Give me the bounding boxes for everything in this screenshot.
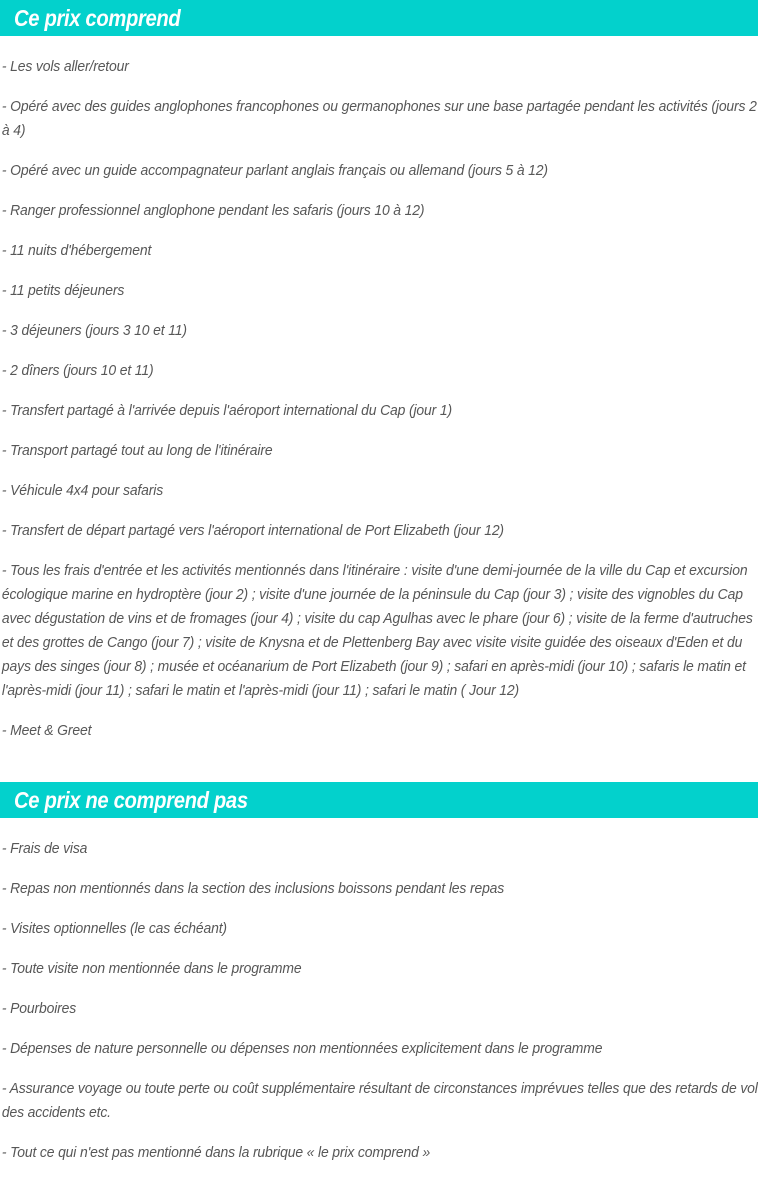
- spacer: [0, 383, 758, 399]
- list-item: - 3 déjeuners (jours 3 10 et 11): [1, 323, 187, 339]
- list-item: - Ranger professionnel anglophone pendant les safaris (jours 10 à 12): [1, 203, 425, 219]
- spacer: [0, 36, 758, 55]
- list-item: - Pourboires: [1, 1001, 77, 1017]
- spacer: [0, 1061, 758, 1077]
- spacer: [0, 703, 758, 719]
- section-header-not-included: [0, 782, 758, 818]
- spacer: [0, 263, 758, 279]
- list-item: - Transfert de départ partagé vers l'aéroport international de Port Elizabeth (jour 12): [1, 523, 504, 539]
- list-item: - Visites optionnelles (le cas échéant): [1, 921, 227, 937]
- spacer: [0, 1165, 758, 1177]
- list-item: - Dépenses de nature personnelle ou dépenses non mentionnées explicitement dans le programme: [1, 1041, 603, 1057]
- spacer: [0, 423, 758, 439]
- list-item: - Assurance voyage ou toute perte ou coût supplémentaire résultant de circonstances imprévues telles que des retards de vol des accidents etc.: [1, 1081, 758, 1121]
- list-item: - Opéré avec un guide accompagnateur parlant anglais français ou allemand (jours 5 à 12): [1, 163, 548, 179]
- spacer: [0, 79, 758, 95]
- list-item: - Les vols aller/retour: [1, 59, 129, 75]
- included-items-list: [0, 55, 758, 743]
- list-item: - Repas non mentionnés dans la section des inclusions boissons pendant les repas: [1, 881, 505, 897]
- list-item: - Tout ce qui n'est pas mentionné dans la rubrique « le prix comprend »: [1, 1145, 431, 1161]
- section-title-not-included: Ce prix ne comprend pas: [14, 786, 248, 813]
- spacer: [0, 1125, 758, 1141]
- not-included-items-list: [0, 837, 758, 1165]
- list-item: - Frais de visa: [1, 841, 88, 857]
- list-item: - Opéré avec des guides anglophones francophones ou germanophones sur une base partagée pendant les activités (jours 2 à 4): [1, 99, 757, 139]
- section-title-included: Ce prix comprend: [14, 4, 181, 31]
- list-item: - 2 dîners (jours 10 et 11): [1, 363, 154, 379]
- spacer: [0, 463, 758, 479]
- spacer: [0, 343, 758, 359]
- spacer: [0, 303, 758, 319]
- spacer: [0, 818, 758, 837]
- spacer: [0, 143, 758, 159]
- list-item: - 11 petits déjeuners: [1, 283, 125, 299]
- spacer: [0, 223, 758, 239]
- spacer: [0, 743, 758, 782]
- list-item: - Transfert partagé à l'arrivée depuis l'aéroport international du Cap (jour 1): [1, 403, 452, 419]
- spacer: [0, 981, 758, 997]
- list-item: - Véhicule 4x4 pour safaris: [1, 483, 164, 499]
- spacer: [0, 901, 758, 917]
- spacer: [0, 543, 758, 559]
- list-item: - 11 nuits d'hébergement: [1, 243, 152, 259]
- list-item: - Tous les frais d'entrée et les activités mentionnés dans l'itinéraire : visite d'une demi-journée de la ville du Cap et excursion écologique marine en hydroptère (jour 2) ; visite d'une journée de la péninsule du Cap (jour 3) ; visite des vignobles du Cap avec dégustation de vins et de fromages (jour 4) ; visite du cap Agulhas avec le phare (jour 6) ; visite de la ferme d'autruches et des grottes de Cango (jour 7) ; visite de Knysna et de Plettenberg Bay avec visite visite guidée des oiseaux d'Eden et du pays des singes (jour 8) ; musée et océanarium de Port Elizabeth (jour 9) ; safari en après-midi (jour 10) ; safaris le matin et l'après-midi (jour 11) ; safari le matin et l'après-midi (jour 11) ; safari le matin ( Jour 12): [1, 563, 753, 699]
- list-item: - Toute visite non mentionnée dans le programme: [1, 961, 302, 977]
- list-item: - Meet & Greet: [1, 723, 92, 739]
- spacer: [0, 941, 758, 957]
- spacer: [0, 183, 758, 199]
- spacer: [0, 861, 758, 877]
- spacer: [0, 503, 758, 519]
- section-header-included: [0, 0, 758, 36]
- list-item: - Transport partagé tout au long de l'itinéraire: [1, 443, 273, 459]
- spacer: [0, 1021, 758, 1037]
